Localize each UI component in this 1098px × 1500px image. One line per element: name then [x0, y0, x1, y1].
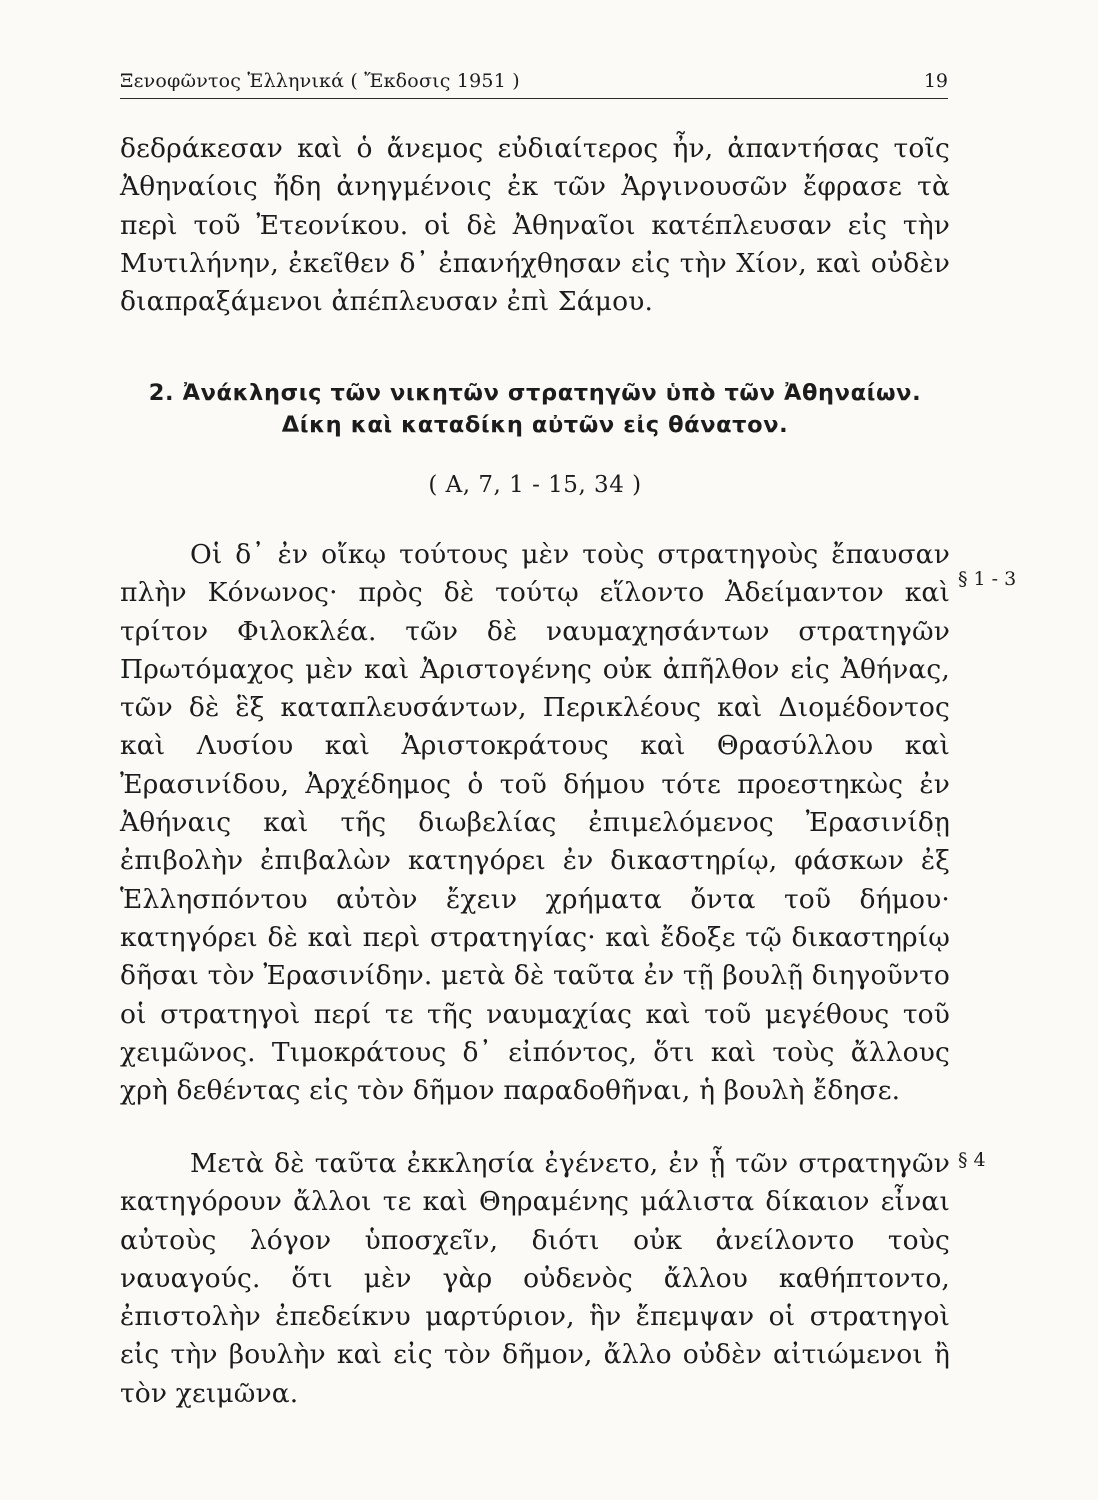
section-heading-line-1: 2. Ἀνάκλησις τῶν νικητῶν στρατηγῶν ὑπὸ τῶν Ἀθηναίων. — [148, 380, 922, 406]
running-header — [120, 68, 948, 99]
page-number: 19 — [923, 70, 948, 92]
paragraph-2: Οἱ δ᾽ ἐν οἴκῳ τούτους μὲν τοὺς στρατηγοὺς ἔπαυσαν πλὴν Κόνωνος· πρὸς δὲ τούτῳ εἵλοντο Ἀδείμαντον καὶ τρίτον Φιλοκλέα. τῶν δὲ ναυμαχησάντων στρατηγῶν Πρωτόμαχος μὲν καὶ Ἀριστογένης οὐκ ἀπῆλθον εἰς Ἀθήνας, τῶν δὲ ἓξ καταπλευσάντων, Περικλέους καὶ Διομέδοντος καὶ Λυσίου καὶ Ἀριστοκράτους καὶ Θρασύλλου καὶ Ἐρασινίδου, Ἀρχέδημος ὁ τοῦ δήμου τότε προεστηκὼς ἐν Ἀθήναις καὶ τῆς διωβελίας ἐπιμελόμενος Ἐρασινίδῃ ἐπιβολὴν ἐπιβαλὼν κατηγόρει ἐν δικαστηρίῳ, φάσκων ἐξ Ἑλλησπόντου αὐτὸν ἔχειν χρήματα ὄντα τοῦ δήμου· κατηγόρει δὲ καὶ περὶ στρατηγίας· καὶ ἔδοξε τῷ δικαστηρίῳ δῆσαι τὸν Ἐρασινίδην. μετὰ δὲ ταῦτα ἐν τῇ βουλῇ διηγοῦντο οἱ στρατηγοὶ περί τε τῆς ναυμαχίας καὶ τοῦ μεγέθους τοῦ χειμῶνος. Τιμοκράτους δ᾽ εἰπόντος, ὅτι καὶ τοὺς ἄλλους χρὴ δεθέντας εἰς τὸν δῆμον παραδοθῆναι, ἡ βουλὴ ἔδησε. — [120, 539, 950, 1107]
margin-note-section-4: § 4 — [958, 1149, 986, 1171]
section-reference: ( Α, 7, 1 - 15, 34 ) — [428, 472, 642, 498]
paragraph-1: δεδράκεσαν καὶ ὁ ἄνεμος εὐδιαίτερος ἦν, ἀπαντήσας τοῖς Ἀθηναίοις ἤδη ἀνηγμένοις ἐκ τῶν Ἀργινουσῶν ἔφρασε τὰ περὶ τοῦ Ἐτεονίκου. οἱ δὲ Ἀθηναῖοι κατέπλευσαν εἰς τὴν Μυτιλήνην, ἐκεῖθεν δ᾽ ἐπανήχθησαν εἰς τὴν Χίον, καὶ οὐδὲν διαπραξάμενοι ἀπέπλευσαν ἐπὶ Σάμου. — [120, 133, 950, 318]
section-heading-line-2: Δίκη καὶ καταδίκη αὐτῶν εἰς θάνατον. — [281, 412, 789, 438]
margin-note-sections-1-3: § 1 - 3 — [958, 568, 1017, 590]
running-title: Ξενοφῶντος Ἑλληνικά ( Ἔκδοσις 1951 ) — [120, 70, 520, 92]
paragraph-3: Μετὰ δὲ ταῦτα ἐκκλησία ἐγένετο, ἐν ᾗ τῶν στρατηγῶν κατηγόρουν ἄλλοι τε καὶ Θηραμένης μάλιστα δίκαιον εἶναι αὐτοὺς λόγον ὑποσχεῖν, διότι οὐκ ἀνείλοντο τοὺς ναυαγούς. ὅτι μὲν γὰρ οὐδενὸς ἄλλου καθήπτοντο, ἐπιστολὴν ἐπεδείκνυ μαρτύριον, ἣν ἔπεμψαν οἱ στρατηγοὶ εἰς τὴν βουλὴν καὶ εἰς τὸν δῆμον, ἄλλο οὐδὲν αἰτιώμενοι ἢ τὸν χειμῶνα. — [120, 1148, 950, 1409]
